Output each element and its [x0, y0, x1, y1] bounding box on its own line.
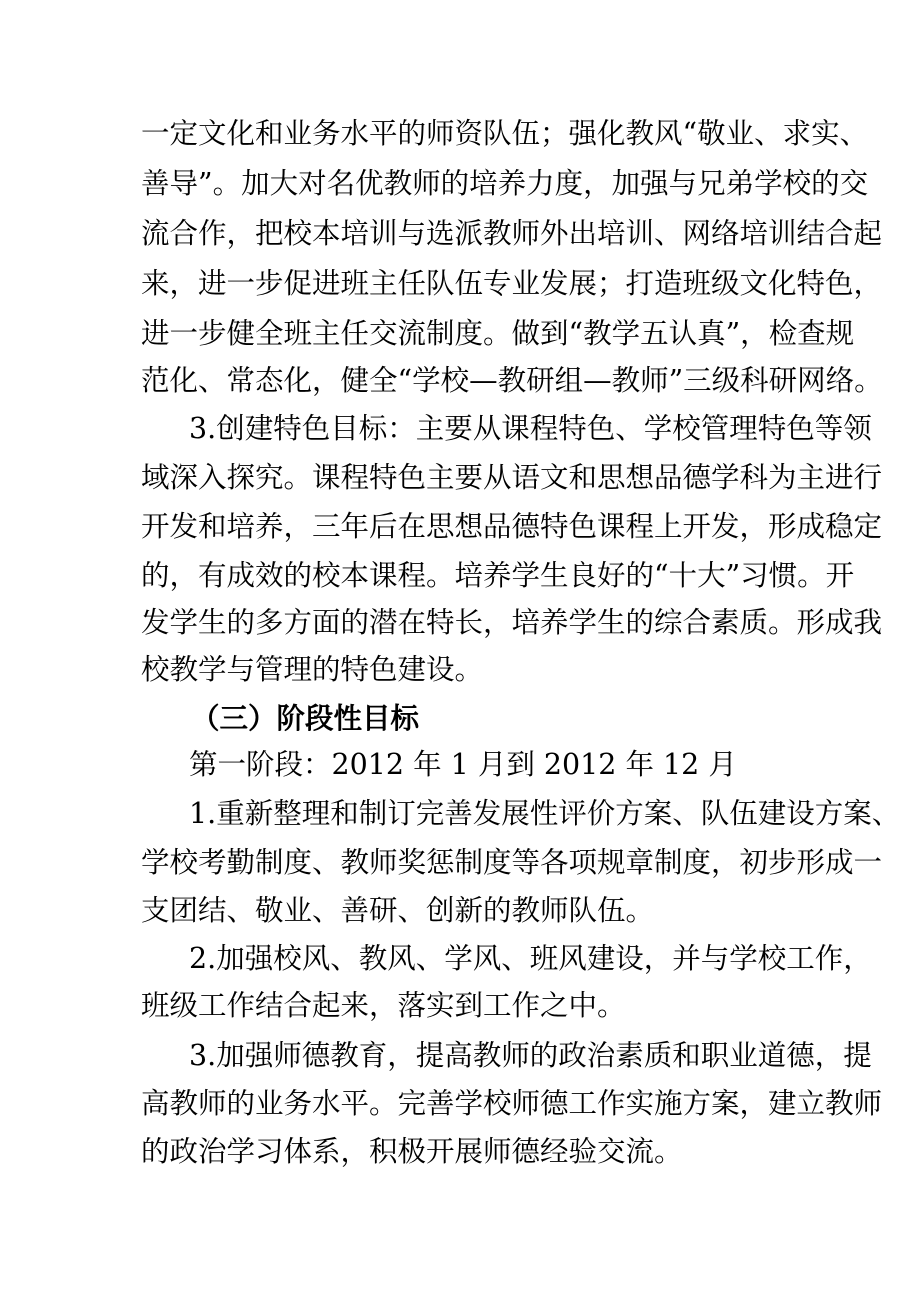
paragraph-line-12: 校教学与管理的特色建设。 [141, 653, 484, 686]
paragraph-line-7: 3.创建特色目标：主要从课程特色、学校管理特色等领 [189, 412, 872, 445]
section-heading: （三）阶段性目标 [191, 701, 420, 735]
paragraph-line-3: 流合作，把校本培训与选派教师外出培训、网络培训结合起 [141, 217, 883, 250]
paragraph-line-20: 3.加强师德教育，提高教师的政治素质和职业道德，提 [189, 1039, 872, 1072]
paragraph-line-19: 班级工作结合起来，落实到工作之中。 [141, 989, 626, 1022]
paragraph-line-5: 进一步健全班主任交流制度。做到“教学五认真”，检查规 [141, 317, 855, 350]
paragraph-line-18: 2.加强校风、教风、学风、班风建设，并与学校工作， [189, 942, 872, 975]
paragraph-line-22: 的政治学习体系，积极开展师德经验交流。 [141, 1135, 683, 1168]
paragraph-line-6: 范化、常态化，健全“学校—教研组—教师”三级科研网络。 [141, 364, 883, 397]
paragraph-line-8: 域深入探究。课程特色主要从语文和思想品德学科为主进行 [141, 461, 883, 494]
paragraph-line-16: 学校考勤制度、教师奖惩制度等各项规章制度，初步形成一 [141, 846, 883, 879]
paragraph-line-15: 1.重新整理和制订完善发展性评价方案、队伍建设方案、 [189, 797, 901, 830]
paragraph-line-10: 的，有成效的校本课程。培养学生良好的“十大”习惯。开 [141, 559, 855, 592]
paragraph-line-2: 善导”。加大对名优教师的培养力度，加强与兄弟学校的交 [141, 167, 869, 200]
paragraph-line-21: 高教师的业务水平。完善学校师德工作实施方案，建立教师 [141, 1087, 883, 1120]
paragraph-line-11: 发学生的多方面的潜在特长，培养学生的综合素质。形成我 [141, 606, 883, 639]
paragraph-line-4: 来，进一步促进班主任队伍专业发展；打造班级文化特色， [141, 267, 883, 300]
paragraph-line-17: 支团结、敬业、善研、创新的教师队伍。 [141, 894, 655, 927]
stage-line: 第一阶段：2012 年 1 月到 2012 年 12 月 [189, 748, 737, 781]
paragraph-line-1: 一定文化和业务水平的师资队伍；强化教风“敬业、求实、 [141, 117, 869, 150]
paragraph-line-9: 开发和培养，三年后在思想品德特色课程上开发，形成稳定 [141, 510, 883, 543]
